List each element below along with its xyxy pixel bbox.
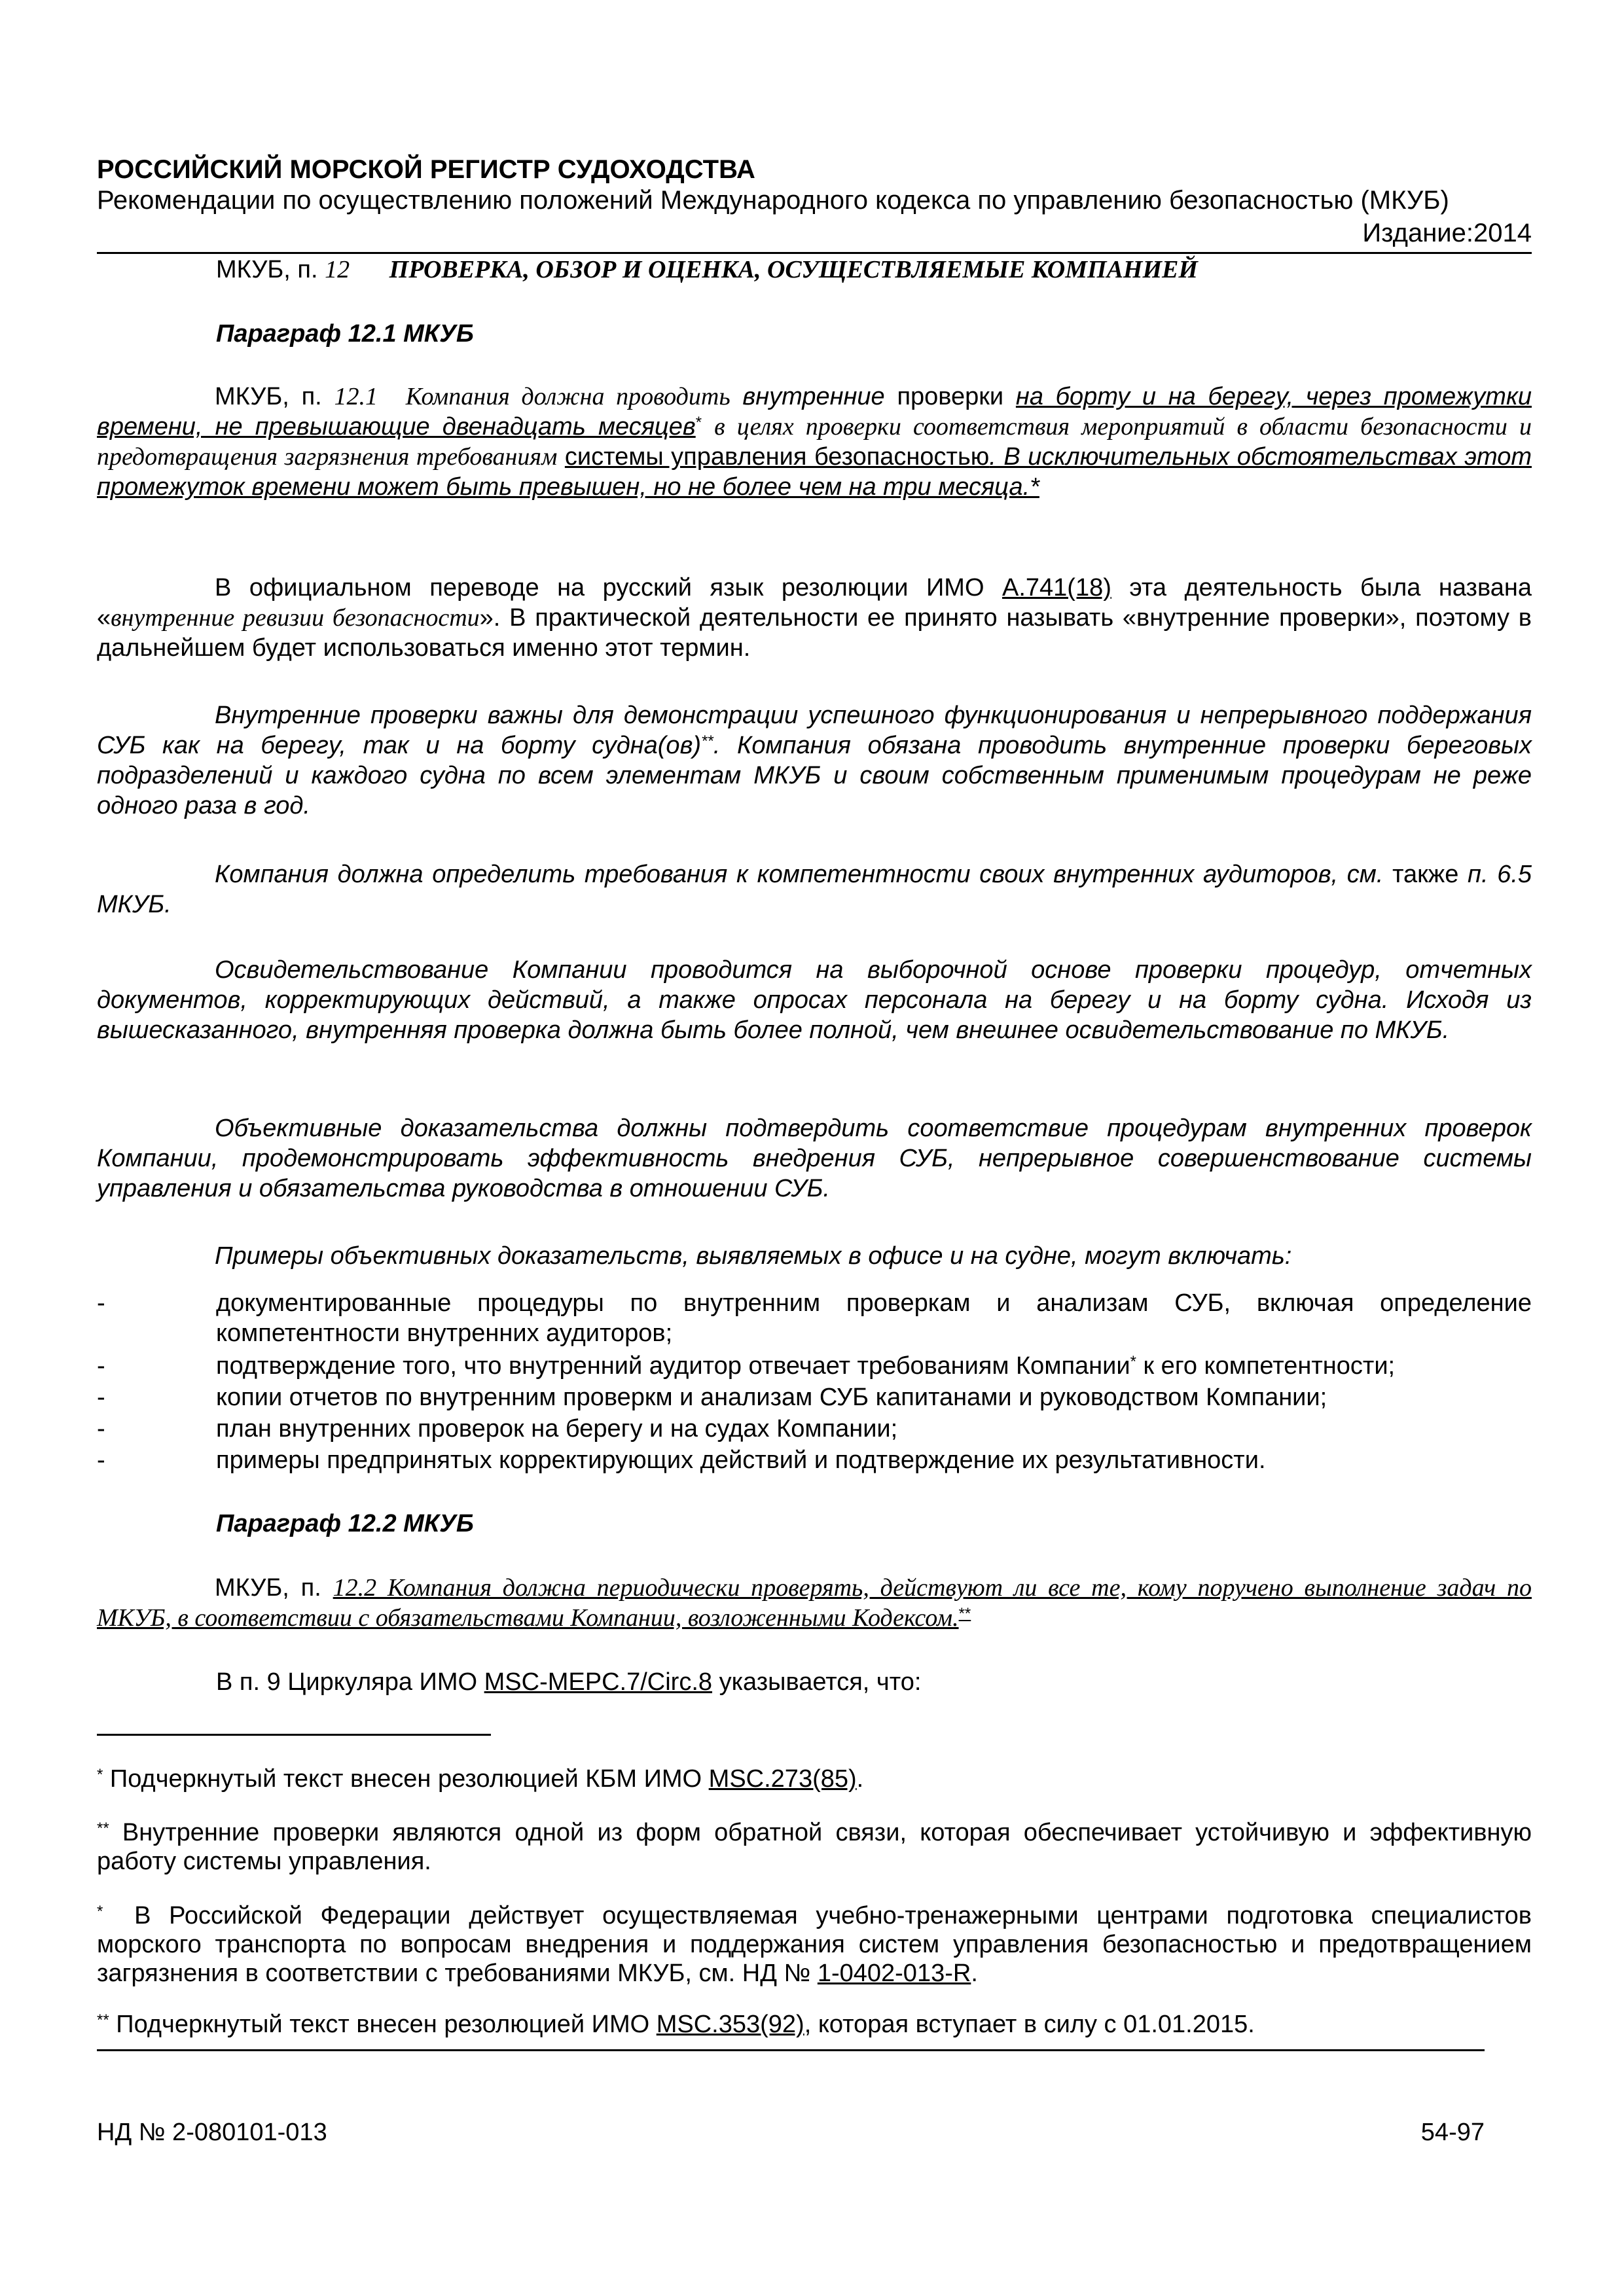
body-paragraph-4: Освидетельствование Компании проводится на выборочной основе проверки процедур, отчетных документов, корректирующих действий, а также опросах персонала на берегу и на борту судна. Исходя из вышесказанного, внутренняя проверка должна быть более полной, чем внешнее освидетельствование по МКУБ. [97,956,1532,1044]
list-bullet: - [97,1384,105,1411]
footnote-separator [97,1734,491,1736]
list-bullet: - [97,1446,105,1474]
link-msc-mepc[interactable]: MSC-MEPC.7/Circ.8 [484,1668,713,1696]
list-bullet: - [97,1289,105,1317]
body-paragraph-5: Объективные доказательства должны подтвердить соответствие процедурам внутренних проверок Компании, продемонстрировать эффективность внедрения СУБ, непрерывное совершенствование системы управления и обязательства руководства в отношении СУБ. [97,1115,1532,1202]
paragraph-heading-12-2: Параграф 12.2 МКУБ [216,1510,474,1537]
link-msc-353[interactable]: MSC.353(92) [656,2011,804,2038]
body-paragraph-3: Компания должна определить требования к компетентности своих внутренних аудиторов, см. также п. 6.5 МКУБ. [97,861,1532,918]
list-item: документированные процедуры по внутренним проверкам и анализам СУБ, включая определение компетентности внутренних аудиторов; [216,1289,1532,1347]
code-text-12-2: МКУБ, п. 12.2 Компания должна периодически проверять, действуют ли все те, кому поручено выполнение задач по МКУБ, в соответствии с обязательствами Компании, возложенными Кодексом.** [97,1574,1532,1632]
footer-page-number: 54-97 [1420,2119,1485,2146]
body-paragraph-6: Примеры объективных доказательств, выявляемых в офисе и на судне, могут включать: [215,1242,1292,1270]
section-number: 12 [325,256,350,283]
link-nd-1-0402[interactable]: 1-0402-013-R [817,1960,971,1987]
edition-label: Издание:2014 [1362,219,1532,247]
paragraph-heading-12-1: Параграф 12.1 МКУБ [216,320,474,348]
body-paragraph-2: Внутренние проверки важны для демонстрации успешного функционирования и непрерывного поддержания СУБ как на берегу, так и на борту судна(ов)**. Компания обязана проводить внутренние проверки береговых подразделений и каждого судна по всем элементам МКУБ и своим собственным применимым процедурам не реже одного раза в год. [97,702,1532,819]
body-paragraph-1: В официальном переводе на русский язык резолюции ИМО A.741(18) эта деятельность была названа «внутренние ревизии безопасности». В практической деятельности ее принято называть «внутренние проверки», поэтому в дальнейшем будет использоваться именно этот термин. [97,574,1532,662]
footer-document-number: НД № 2-080101-013 [97,2119,327,2146]
circular-reference: В п. 9 Циркуляра ИМО MSC-MEPC.7/Circ.8 указывается, что: [216,1668,922,1696]
list-bullet: - [97,1415,105,1443]
footnote-3: * В Российской Федерации действует осуществляемая учебно-тренажерными центрами подготовка специалистов морского транспорта по вопросам внедрения и поддержания систем управления безопасностью и предотвращением загрязнения в соответствии с требованиями МКУБ, см. НД № 1-0402-013-R. [97,1902,1532,1987]
list-item: примеры предпринятых корректирующих действий и подтверждение их результативности. [216,1446,1266,1474]
link-a741[interactable]: A.741(18) [1002,574,1111,601]
document-subtitle: Рекомендации по осуществлению положений Международного кодекса по управлению безопасностью (МКУБ) [97,186,1449,215]
header-divider [97,252,1532,254]
footnote-4: ** Подчеркнутый текст внесен резолюцией ИМО MSC.353(92), которая вступает в силу с 01.01.2015. [97,2011,1255,2038]
list-item: копии отчетов по внутренним проверкм и анализам СУБ капитанами и руководством Компании; [216,1384,1327,1411]
footnote-2: ** Внутренние проверки являются одной из форм обратной связи, которая обеспечивает устойчивую и эффективную работу системы управления. [97,1819,1532,1875]
document-org-title: РОССИЙСКИЙ МОРСКОЙ РЕГИСТР СУДОХОДСТВА [97,155,755,184]
section-title: ПРОВЕРКА, ОБЗОР И ОЦЕНКА, ОСУЩЕСТВЛЯЕМЫЕ КОМПАНИЕЙ [389,256,1198,283]
list-bullet: - [97,1352,105,1380]
code-text-12-1: МКУБ, п. 12.1 Компания должна проводить внутренние проверки на борту и на берегу, через промежутки времени, не превышающие двенадцать месяцев* в целях проверки соответствия мероприятий в области безопасности и предотвращения загрязнения требованиям системы управления безопасностью. В исключительных обстоятельствах этот промежуток времени может быть превышен, но не более чем на три месяца.* [97,383,1532,501]
list-item: план внутренних проверок на берегу и на судах Компании; [216,1415,898,1443]
link-msc-273[interactable]: MSC.273(85) [708,1765,857,1793]
section-ref: МКУБ, п. [216,256,318,283]
footer-divider [97,2049,1485,2051]
list-item: подтверждение того, что внутренний аудитор отвечает требованиям Компании* к его компетентности; [216,1352,1396,1380]
footnote-1: * Подчеркнутый текст внесен резолюцией КБМ ИМО MSC.273(85). [97,1765,864,1793]
section-heading [216,255,1198,285]
